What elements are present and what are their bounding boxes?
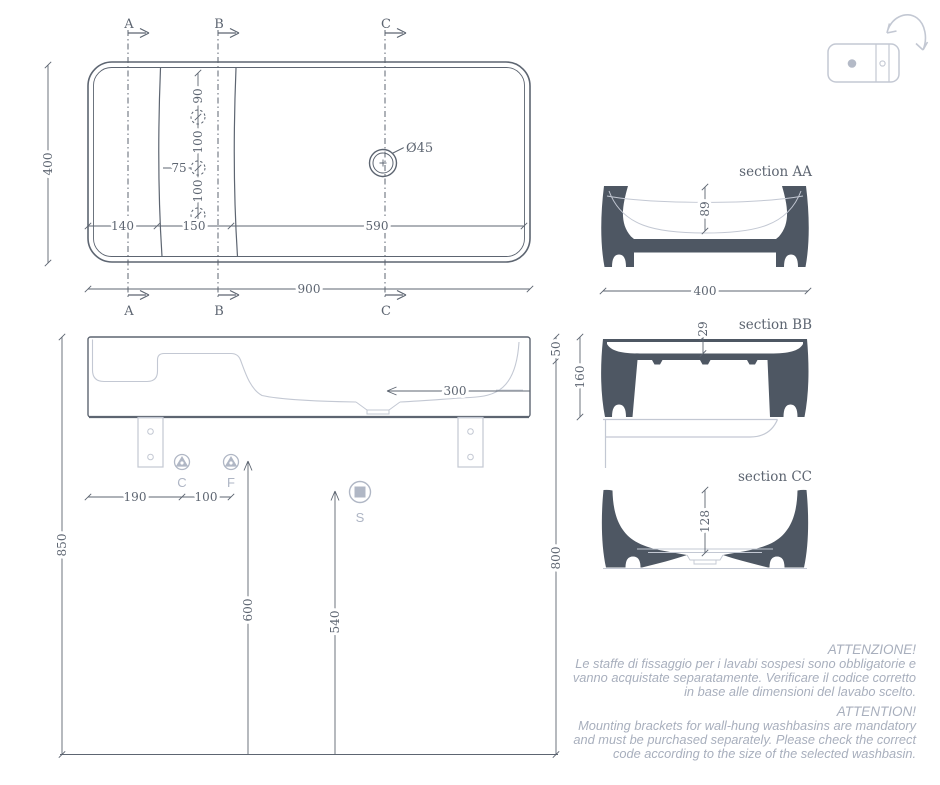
dim-overall-depth: 400 <box>41 152 55 176</box>
note-it-line-3: in base alle dimensioni del lavabo scelto. <box>684 684 916 699</box>
plan-view <box>41 17 533 319</box>
section-label-a-bottom: A <box>124 304 134 319</box>
note-it-line-1: Le staffe di fissaggio per i lavabi sospesi sono obbligatorie e <box>575 656 916 671</box>
plan-dimensions <box>41 62 533 296</box>
section-aa-title: section AA <box>739 164 812 180</box>
deck-edge-left <box>159 68 162 257</box>
dim-hole-offset: 75 <box>171 161 187 175</box>
drain-dot-icon <box>880 61 885 66</box>
waste-outlet-icon <box>350 482 371 503</box>
section-cc-wall-left <box>602 490 687 568</box>
hot-water-icon <box>224 455 239 470</box>
section-bb-title: section BB <box>738 317 812 333</box>
section-label-c-bottom: C <box>381 304 391 319</box>
dim-aa-width: 400 <box>693 284 717 298</box>
dim-bracket-height: 800 <box>549 546 563 570</box>
front-vertical-dims <box>55 334 587 758</box>
drain-hole <box>370 141 434 177</box>
waste-outlet-label: S <box>355 510 365 525</box>
deck-edge-right <box>234 68 237 257</box>
hot-water-label: F <box>227 475 235 490</box>
front-outline <box>88 337 530 417</box>
dim-seg-right: 590 <box>365 219 389 233</box>
note-en-line-3: code according to the size of the selected washbasin. <box>612 746 916 761</box>
section-label-c-top: C <box>381 17 391 32</box>
section-cc-title: section CC <box>738 469 812 485</box>
dim-hole-pitch-2: 100 <box>191 179 205 203</box>
dim-s-height: 540 <box>328 610 342 634</box>
front-interior-profile <box>93 340 357 403</box>
dim-c-from-edge: 190 <box>123 490 147 504</box>
dim-c-to-f: 100 <box>194 490 218 504</box>
section-bb <box>601 317 812 468</box>
basin-outline-inner <box>94 68 525 257</box>
note-it-line-2: vanno acquistate separatamente. Verificare il codice corretto <box>572 670 916 685</box>
front-drain-recess <box>356 402 400 414</box>
front-view <box>55 334 587 758</box>
dim-bb-rim: 29 <box>696 321 710 337</box>
dim-seg-mid: 150 <box>182 219 206 233</box>
mounting-bracket-left <box>138 418 163 468</box>
dim-hole-from-edge: 90 <box>191 88 205 104</box>
section-label-a-top: A <box>124 17 134 32</box>
drain-diameter-label: Ø45 <box>406 141 434 156</box>
washbasin-top-icon <box>828 44 899 82</box>
dim-f-height: 600 <box>241 598 255 622</box>
section-cc-wall-right <box>723 490 808 568</box>
dim-drain-from-right: 300 <box>443 384 467 398</box>
dim-hole-pitch-1: 100 <box>191 130 205 154</box>
washbasin-rotate-icon <box>828 15 928 82</box>
section-label-b-bottom: B <box>214 304 224 319</box>
dim-aa-depth: 89 <box>698 201 712 217</box>
cold-water-label: C <box>177 475 187 490</box>
basin-outline-outer <box>88 62 530 262</box>
dim-basin-height: 160 <box>573 365 587 389</box>
section-label-b-top: B <box>214 17 224 32</box>
dim-seg-left: 140 <box>111 219 134 233</box>
attention-notes <box>573 642 918 761</box>
dim-mount-height: 850 <box>55 533 69 557</box>
dim-overall-width: 900 <box>297 282 321 296</box>
section-cc <box>602 469 812 569</box>
dim-rim-drop: 50 <box>549 341 563 357</box>
dim-cc-depth: 128 <box>698 510 712 533</box>
faucet-dot-icon <box>848 59 857 68</box>
note-it-title: ATTENZIONE! <box>827 642 916 657</box>
note-en-line-1: Mounting brackets for wall-hung washbasins are mandatory <box>578 718 916 733</box>
note-en-line-2: and must be purchased separately. Please check the correct <box>573 732 916 747</box>
note-en-title: ATTENTION! <box>836 704 916 719</box>
cold-water-icon <box>175 455 190 470</box>
section-bb-bracket-profile <box>603 420 778 469</box>
section-aa <box>600 164 812 298</box>
mounting-bracket-right <box>458 418 483 468</box>
